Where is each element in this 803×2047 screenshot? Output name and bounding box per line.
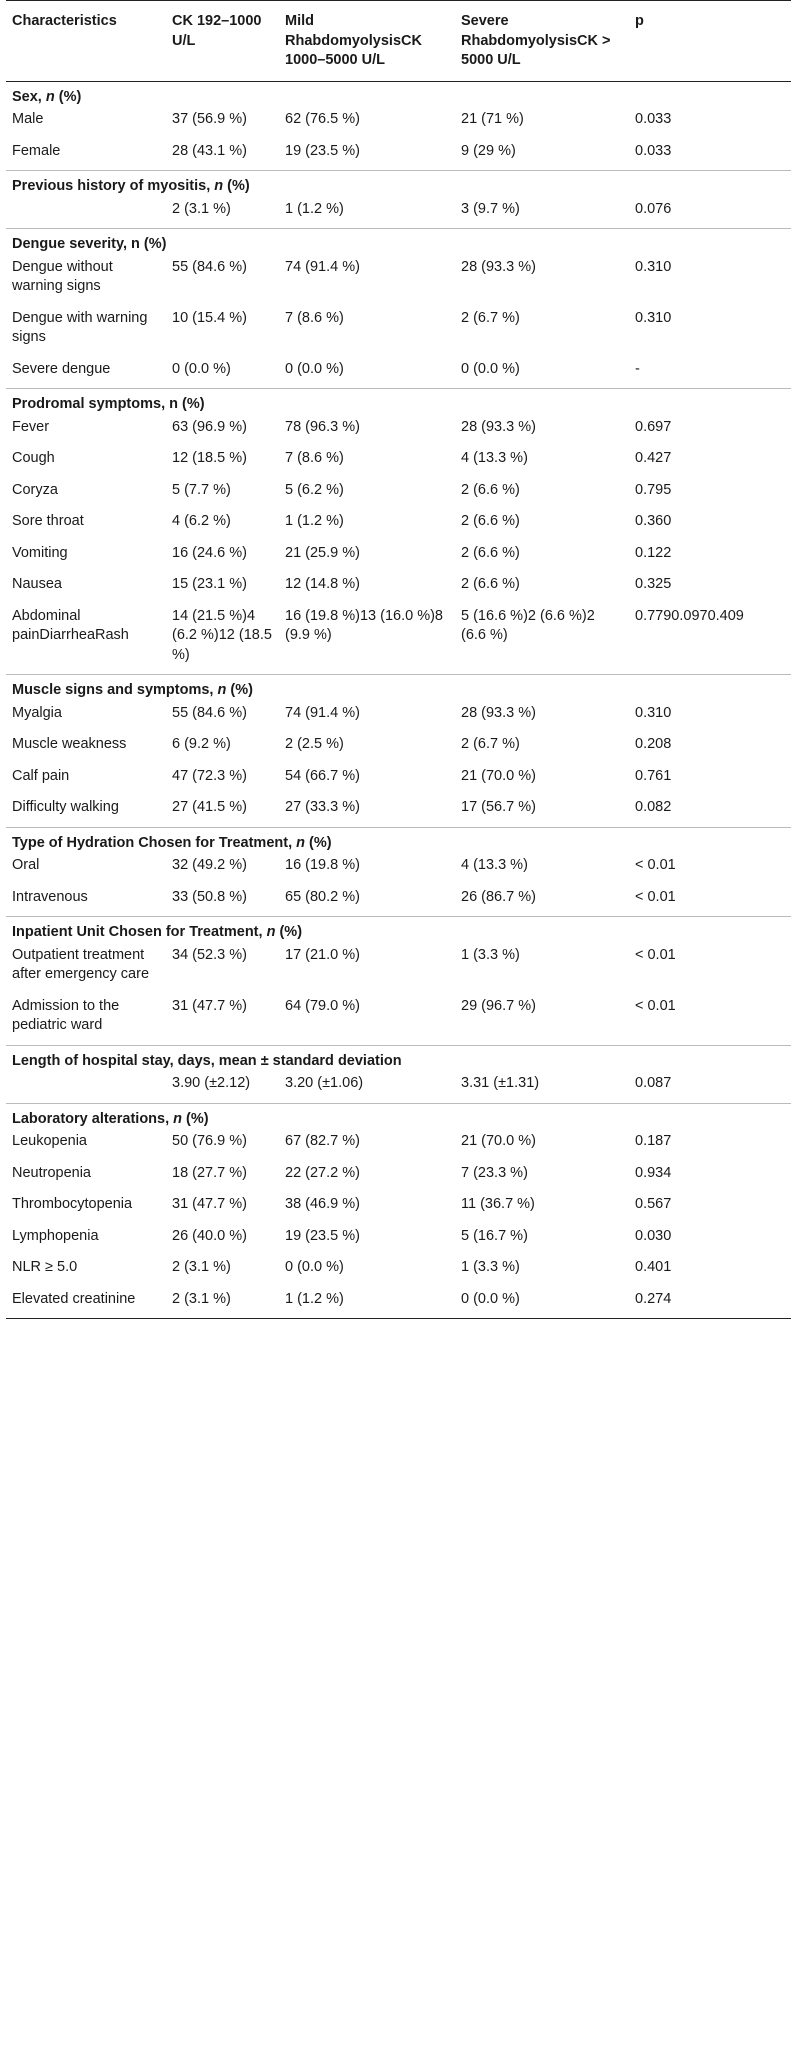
severe-value: 3.31 (±1.31)	[461, 1075, 540, 1091]
table-row	[6, 446, 791, 478]
table-row	[6, 357, 791, 389]
mild-value: 78 (96.3 %)	[285, 418, 360, 435]
severe-value: 3 (9.7 %)	[461, 200, 520, 217]
table-row	[6, 994, 791, 1046]
p-value: 0.401	[635, 1259, 672, 1275]
row-label: Difficulty walking	[12, 799, 119, 815]
mild-value: 5 (6.2 %)	[285, 481, 344, 498]
section-header-row	[6, 81, 791, 107]
severe-value: 5 (16.6 %)2 (6.6 %)2 (6.6 %)	[461, 607, 595, 643]
section-title	[6, 675, 791, 701]
section-title-n: n	[173, 1110, 183, 1127]
section-title-suffix: (%)	[226, 682, 253, 698]
severe-value: 11 (36.7 %)	[461, 1196, 535, 1212]
p-value: 0.934	[635, 1164, 672, 1181]
section-header-row	[6, 1103, 791, 1129]
ck-normal-value: 2 (3.1 %)	[166, 1287, 279, 1319]
ck-normal-value: 0 (0.0 %)	[172, 360, 231, 377]
header-characteristics: Characteristics	[6, 1, 166, 82]
p-value: 0.087	[635, 1075, 672, 1091]
section-title-suffix: (%)	[275, 924, 303, 940]
table-row	[6, 255, 791, 306]
section-title-suffix: (%)	[182, 1110, 209, 1127]
section-title-suffix: (%)	[223, 178, 250, 194]
header-row	[6, 1, 791, 82]
severe-value: 0 (0.0 %)	[455, 1287, 629, 1319]
row-label: Intravenous	[12, 888, 88, 905]
severe-value: 2 (6.6 %)	[461, 481, 520, 498]
p-value: 0.033	[635, 111, 672, 127]
row-label: Male	[12, 111, 44, 127]
section-title-n: n	[45, 88, 55, 105]
ck-normal-value: 50 (76.9 %)	[172, 1133, 247, 1149]
table-row	[6, 764, 791, 796]
mild-value: 16 (19.8 %)	[285, 857, 360, 873]
ck-normal-value: 47 (72.3 %)	[172, 767, 247, 784]
ck-normal-value: 18 (27.7 %)	[172, 1164, 247, 1181]
mild-value: 1 (1.2 %)	[279, 1287, 455, 1319]
table-row	[6, 701, 791, 733]
row-label: Dengue without warning signs	[12, 258, 113, 294]
mild-value: 64 (79.0 %)	[285, 997, 360, 1014]
severe-value: 29 (96.7 %)	[461, 997, 536, 1014]
table-row	[6, 732, 791, 764]
row-label: Oral	[12, 857, 40, 873]
table-header	[6, 1, 791, 82]
mild-value: 16 (19.8 %)13 (16.0 %)8 (9.9 %)	[285, 607, 443, 643]
severe-value: 2 (6.7 %)	[461, 309, 520, 326]
mild-value: 1 (1.2 %)	[285, 513, 344, 529]
table-row	[6, 541, 791, 573]
mild-value: 0 (0.0 %)	[285, 360, 344, 377]
row-label: Calf pain	[12, 767, 70, 784]
row-label: Vomiting	[12, 544, 68, 561]
severe-value: 28 (93.3 %)	[461, 418, 536, 435]
section-header-row	[6, 675, 791, 701]
row-label	[6, 1071, 166, 1103]
row-label	[6, 197, 166, 229]
p-value: < 0.01	[635, 946, 676, 963]
mild-value: 62 (76.5 %)	[285, 111, 360, 127]
header-severe-rhabdomyolysis: Severe RhabdomyolysisCK > 5000 U/L	[455, 1, 629, 82]
p-value: 0.310	[635, 309, 672, 326]
p-value: 0.427	[635, 450, 672, 466]
characteristics-table	[6, 0, 791, 1319]
severe-value: 28 (93.3 %)	[461, 704, 536, 721]
severe-value: 21 (70.0 %)	[461, 1133, 536, 1149]
mild-value: 38 (46.9 %)	[285, 1196, 360, 1212]
section-title	[6, 229, 791, 255]
p-value: 0.033	[635, 142, 672, 159]
section-header-row	[6, 389, 791, 415]
ck-normal-value: 28 (43.1 %)	[172, 142, 247, 159]
row-label: NLR ≥ 5.0	[12, 1259, 78, 1275]
p-value: < 0.01	[635, 888, 676, 905]
ck-normal-value: 14 (21.5 %)4 (6.2 %)12 (18.5 %)	[172, 607, 272, 663]
severe-value: 2 (6.6 %)	[461, 544, 520, 561]
mild-value: 54 (66.7 %)	[285, 767, 360, 784]
p-value: 0.274	[629, 1287, 791, 1319]
section-title-n: n	[217, 682, 227, 698]
p-value: 0.325	[635, 576, 672, 592]
mild-value: 21 (25.9 %)	[285, 544, 360, 561]
row-label: Severe dengue	[12, 360, 111, 377]
p-value: -	[635, 360, 640, 377]
ck-normal-value: 34 (52.3 %)	[172, 946, 247, 963]
p-value: 0.761	[635, 767, 672, 784]
severe-value: 0 (0.0 %)	[461, 360, 520, 377]
table-row	[6, 306, 791, 357]
table-row	[6, 1192, 791, 1224]
mild-value: 19 (23.5 %)	[285, 1227, 360, 1244]
header-p-value: p	[629, 1, 791, 82]
severe-value: 17 (56.7 %)	[461, 799, 536, 815]
severe-value: 21 (70.0 %)	[461, 767, 536, 784]
section-title	[6, 1045, 791, 1071]
section-title	[6, 917, 791, 943]
section-title-text: Length of hospital stay, days, mean ± standard deviation	[12, 1052, 402, 1069]
row-label: Outpatient treatment after emergency care	[12, 946, 150, 982]
mild-value: 22 (27.2 %)	[285, 1164, 360, 1181]
ck-normal-value: 55 (84.6 %)	[172, 258, 247, 275]
row-label: Nausea	[12, 576, 62, 592]
section-header-row	[6, 827, 791, 853]
mild-value: 74 (91.4 %)	[285, 704, 360, 721]
p-value: 0.7790.0970.409	[635, 607, 744, 624]
severe-value: 1 (3.3 %)	[461, 946, 520, 963]
p-value: 0.310	[635, 704, 672, 721]
table-row	[6, 604, 791, 675]
section-title-text: Type of Hydration Chosen for Treatment,	[12, 834, 297, 851]
section-title-suffix: (%)	[54, 88, 82, 105]
data-table-container	[6, 0, 791, 1319]
row-label: Elevated creatinine	[6, 1287, 166, 1319]
table-row	[6, 509, 791, 541]
ck-normal-value: 55 (84.6 %)	[172, 704, 247, 721]
header-ck-normal: CK 192–1000 U/L	[166, 1, 279, 82]
row-label: Thrombocytopenia	[12, 1196, 133, 1212]
mild-value: 0 (0.0 %)	[285, 1259, 344, 1275]
mild-value: 65 (80.2 %)	[285, 888, 360, 905]
severe-value: 2 (6.6 %)	[461, 576, 520, 592]
p-value: 0.082	[635, 799, 672, 815]
table-row	[6, 139, 791, 171]
table-row	[6, 1287, 791, 1319]
ck-normal-value: 37 (56.9 %)	[172, 111, 247, 127]
row-label: Admission to the pediatric ward	[12, 997, 120, 1033]
ck-normal-value: 31 (47.7 %)	[172, 997, 247, 1014]
table-row	[6, 1255, 791, 1287]
ck-normal-value: 15 (23.1 %)	[172, 576, 247, 592]
row-label: Neutropenia	[12, 1164, 91, 1181]
mild-value: 27 (33.3 %)	[285, 799, 360, 815]
table-row	[6, 197, 791, 229]
severe-value: 4 (13.3 %)	[461, 450, 528, 466]
ck-normal-value: 2 (3.1 %)	[172, 200, 231, 217]
section-title	[6, 81, 791, 107]
section-header-row	[6, 229, 791, 255]
ck-normal-value: 6 (9.2 %)	[172, 736, 231, 752]
p-value: < 0.01	[635, 997, 676, 1014]
table-row	[6, 885, 791, 917]
section-title-text: Laboratory alterations,	[12, 1110, 174, 1127]
mild-value: 17 (21.0 %)	[285, 946, 360, 963]
mild-value: 7 (8.6 %)	[285, 450, 344, 466]
section-header-row	[6, 1045, 791, 1071]
table-body	[6, 81, 791, 1319]
header-mild-rhabdomyolysis: Mild RhabdomyolysisCK 1000–5000 U/L	[279, 1, 455, 82]
ck-normal-value: 3.90 (±2.12)	[172, 1075, 251, 1091]
row-label: Fever	[12, 418, 50, 435]
ck-normal-value: 63 (96.9 %)	[172, 418, 247, 435]
severe-value: 7 (23.3 %)	[461, 1164, 528, 1181]
table-row	[6, 943, 791, 994]
table-row	[6, 1224, 791, 1256]
mild-value: 7 (8.6 %)	[285, 309, 344, 326]
section-title-text: Muscle signs and symptoms,	[12, 682, 218, 698]
mild-value: 3.20 (±1.06)	[285, 1075, 364, 1091]
ck-normal-value: 12 (18.5 %)	[172, 450, 247, 466]
p-value: 0.076	[635, 200, 672, 217]
ck-normal-value: 2 (3.1 %)	[172, 1259, 231, 1275]
section-title-text: Prodromal symptoms, n (%)	[12, 396, 205, 412]
severe-value: 5 (16.7 %)	[461, 1227, 528, 1244]
section-title	[6, 1103, 791, 1129]
ck-normal-value: 31 (47.7 %)	[172, 1196, 247, 1212]
section-title-text: Previous history of myositis,	[12, 178, 215, 194]
mild-value: 19 (23.5 %)	[285, 142, 360, 159]
table-row	[6, 415, 791, 447]
ck-normal-value: 27 (41.5 %)	[172, 799, 247, 815]
table-row	[6, 478, 791, 510]
severe-value: 4 (13.3 %)	[461, 857, 528, 873]
section-title	[6, 389, 791, 415]
severe-value: 21 (71 %)	[461, 111, 524, 127]
table-row	[6, 1071, 791, 1103]
section-title-n: n	[214, 178, 224, 194]
row-label: Coryza	[12, 481, 58, 498]
severe-value: 2 (6.6 %)	[461, 513, 520, 529]
section-title-n: n	[266, 924, 276, 940]
ck-normal-value: 33 (50.8 %)	[172, 888, 247, 905]
section-header-row	[6, 171, 791, 197]
p-value: 0.697	[635, 418, 672, 435]
table-row	[6, 1161, 791, 1193]
ck-normal-value: 5 (7.7 %)	[172, 481, 231, 498]
mild-value: 67 (82.7 %)	[285, 1133, 360, 1149]
row-label: Cough	[12, 450, 55, 466]
p-value: 0.795	[635, 481, 672, 498]
section-title-suffix: (%)	[304, 834, 332, 851]
ck-normal-value: 16 (24.6 %)	[172, 544, 247, 561]
row-label: Abdominal painDiarrheaRash	[12, 607, 129, 643]
severe-value: 9 (29 %)	[461, 142, 516, 159]
ck-normal-value: 4 (6.2 %)	[172, 513, 231, 529]
p-value: 0.030	[635, 1227, 672, 1244]
row-label: Muscle weakness	[12, 736, 127, 752]
ck-normal-value: 26 (40.0 %)	[172, 1227, 247, 1244]
p-value: 0.208	[635, 736, 672, 752]
ck-normal-value: 32 (49.2 %)	[172, 857, 247, 873]
row-label: Female	[12, 142, 61, 159]
section-title	[6, 827, 791, 853]
section-title-n: n	[296, 834, 305, 851]
mild-value: 1 (1.2 %)	[285, 200, 344, 217]
p-value: < 0.01	[635, 857, 676, 873]
table-row	[6, 107, 791, 139]
p-value: 0.360	[635, 513, 672, 529]
mild-value: 2 (2.5 %)	[285, 736, 344, 752]
table-row	[6, 1129, 791, 1161]
severe-value: 28 (93.3 %)	[461, 258, 536, 275]
row-label: Dengue with warning signs	[12, 309, 148, 345]
p-value: 0.122	[635, 544, 672, 561]
mild-value: 12 (14.8 %)	[285, 576, 360, 592]
table-row	[6, 795, 791, 827]
section-title-text: Sex,	[12, 88, 46, 105]
severe-value: 26 (86.7 %)	[461, 888, 536, 905]
row-label: Sore throat	[12, 513, 84, 529]
section-title-text: Dengue severity, n (%)	[12, 236, 167, 252]
p-value: 0.310	[635, 258, 672, 275]
row-label: Myalgia	[12, 704, 62, 721]
ck-normal-value: 10 (15.4 %)	[172, 309, 247, 326]
table-row	[6, 853, 791, 885]
severe-value: 2 (6.7 %)	[461, 736, 520, 752]
severe-value: 1 (3.3 %)	[461, 1259, 520, 1275]
section-header-row	[6, 917, 791, 943]
section-title	[6, 171, 791, 197]
row-label: Leukopenia	[12, 1133, 87, 1149]
p-value: 0.567	[635, 1196, 672, 1212]
section-title-text: Inpatient Unit Chosen for Treatment,	[12, 924, 267, 940]
table-row	[6, 572, 791, 604]
p-value: 0.187	[635, 1133, 672, 1149]
row-label: Lymphopenia	[12, 1227, 99, 1244]
mild-value: 74 (91.4 %)	[285, 258, 360, 275]
